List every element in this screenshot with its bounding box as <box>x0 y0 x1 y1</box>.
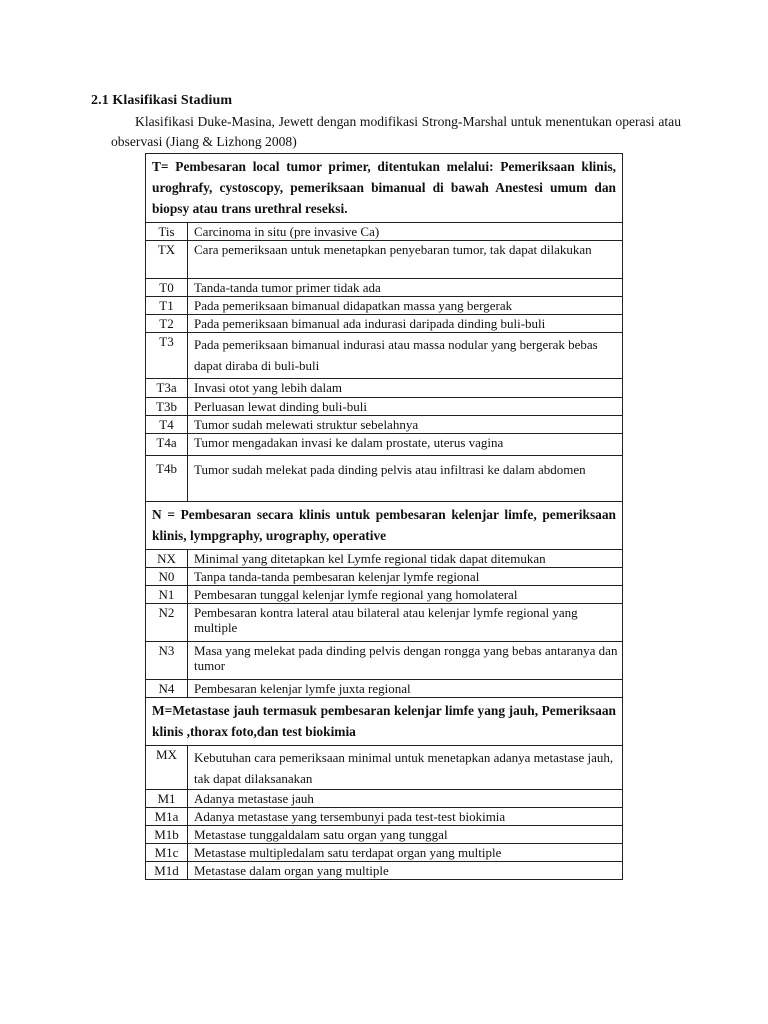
stage-code: T3 <box>146 333 188 379</box>
stage-code: T1 <box>146 297 188 315</box>
table-row <box>146 223 623 241</box>
table-row <box>146 379 623 398</box>
stage-code: N1 <box>146 586 188 604</box>
stage-description: Pembesaran tunggal kelenjar lymfe regional yang homolateral <box>188 586 623 604</box>
stage-description: Invasi otot yang lebih dalam <box>188 379 623 398</box>
n-header: N = Pembesaran secara klinis untuk pembesaran kelenjar limfe, pemeriksaan klinis, lympgraphy, urography, operative <box>146 502 623 550</box>
stage-description: Pembesaran kontra lateral atau bilateral atau kelenjar lymfe regional yang multiple <box>188 604 623 642</box>
intro-paragraph <box>111 112 681 152</box>
stage-code: T4 <box>146 416 188 434</box>
stage-code: NX <box>146 550 188 568</box>
stage-description: Tumor sudah melewati struktur sebelahnya <box>188 416 623 434</box>
table-row <box>146 550 623 568</box>
stage-code: M1d <box>146 862 188 880</box>
table-row <box>146 456 623 502</box>
table-row <box>146 279 623 297</box>
t-header-row <box>146 154 623 223</box>
stage-code: T4a <box>146 434 188 456</box>
table-row <box>146 333 623 379</box>
stage-description: Adanya metastase yang tersembunyi pada test-test biokimia <box>188 808 623 826</box>
table-row <box>146 315 623 333</box>
stage-code: Tis <box>146 223 188 241</box>
stage-description: Tanpa tanda-tanda pembesaran kelenjar lymfe regional <box>188 568 623 586</box>
table-row <box>146 642 623 680</box>
stage-description: Pada pemeriksaan bimanual indurasi atau massa nodular yang bergerak bebas dapat diraba di buli-buli <box>188 333 623 379</box>
stage-description: Carcinoma in situ (pre invasive Ca) <box>188 223 623 241</box>
stage-code: M1 <box>146 790 188 808</box>
stage-description: Minimal yang ditetapkan kel Lymfe regional tidak dapat ditemukan <box>188 550 623 568</box>
stage-description: Pada pemeriksaan bimanual didapatkan massa yang bergerak <box>188 297 623 315</box>
table-row <box>146 790 623 808</box>
table-row <box>146 680 623 698</box>
table-row <box>146 808 623 826</box>
table-row <box>146 746 623 790</box>
table-row <box>146 604 623 642</box>
table-row <box>146 844 623 862</box>
stage-code: N0 <box>146 568 188 586</box>
stage-description: Pada pemeriksaan bimanual ada indurasi daripada dinding buli-buli <box>188 315 623 333</box>
stage-description: Masa yang melekat pada dinding pelvis dengan rongga yang bebas antaranya dan tumor <box>188 642 623 680</box>
stage-code: T2 <box>146 315 188 333</box>
stage-description: Metastase multipledalam satu terdapat organ yang multiple <box>188 844 623 862</box>
stage-code: T3b <box>146 398 188 416</box>
stage-description: Tanda-tanda tumor primer tidak ada <box>188 279 623 297</box>
stage-code: T3a <box>146 379 188 398</box>
stage-description: Cara pemeriksaan untuk menetapkan penyebaran tumor, tak dapat dilakukan <box>188 241 623 279</box>
t-header: T= Pembesaran local tumor primer, ditentukan melalui: Pemeriksaan klinis, uroghrafy, cystoscopy, pemeriksaan bimanual di bawah Anestesi umum dan biopsy atau trans urethral reseksi. <box>146 154 623 223</box>
stage-description: Metastase dalam organ yang multiple <box>188 862 623 880</box>
table-row <box>146 826 623 844</box>
stage-description: Kebutuhan cara pemeriksaan minimal untuk menetapkan adanya metastase jauh, tak dapat dilaksanakan <box>188 746 623 790</box>
table-row <box>146 568 623 586</box>
table-row <box>146 862 623 880</box>
stage-description: Adanya metastase jauh <box>188 790 623 808</box>
stage-code: T4b <box>146 456 188 502</box>
m-header: M=Metastase jauh termasuk pembesaran kelenjar limfe yang jauh, Pemeriksaan klinis ,thorax foto,dan test biokimia <box>146 698 623 746</box>
stage-code: TX <box>146 241 188 279</box>
stage-code: T0 <box>146 279 188 297</box>
stage-code: MX <box>146 746 188 790</box>
stage-code: N2 <box>146 604 188 642</box>
table-row <box>146 416 623 434</box>
n-header-row <box>146 502 623 550</box>
stage-description: Tumor sudah melekat pada dinding pelvis atau infiltrasi ke dalam abdomen <box>188 456 623 502</box>
stage-code: M1b <box>146 826 188 844</box>
stage-code: N3 <box>146 642 188 680</box>
table-row <box>146 398 623 416</box>
stage-code: M1c <box>146 844 188 862</box>
stage-description: Pembesaran kelenjar lymfe juxta regional <box>188 680 623 698</box>
table-row <box>146 434 623 456</box>
table-row <box>146 297 623 315</box>
stage-description: Perluasan lewat dinding buli-buli <box>188 398 623 416</box>
stage-description: Metastase tunggaldalam satu organ yang tunggal <box>188 826 623 844</box>
section-heading: 2.1 Klasifikasi Stadium <box>91 93 233 108</box>
stage-description: Tumor mengadakan invasi ke dalam prostate, uterus vagina <box>188 434 623 456</box>
m-header-row <box>146 698 623 746</box>
table-row <box>146 586 623 604</box>
table-row <box>146 241 623 279</box>
intro-text: Klasifikasi Duke-Masina, Jewett dengan modifikasi Strong-Marshal untuk menentukan operasi atau observasi (Jiang & Lizhong 2008) <box>111 114 681 149</box>
staging-table <box>145 153 623 880</box>
stage-code: M1a <box>146 808 188 826</box>
stage-code: N4 <box>146 680 188 698</box>
